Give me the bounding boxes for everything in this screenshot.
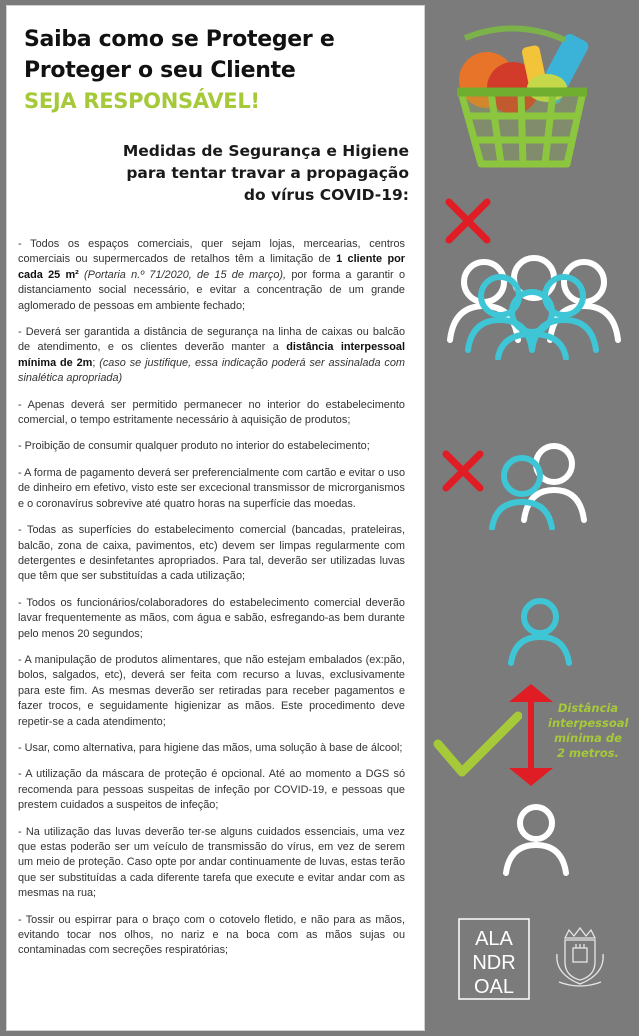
measure-distance: - Deverá ser garantida a distância de segurança na linha de caixas ou balcão de atendimento, e os clientes deverão manter a distância interpessoal mínima de 2m; (caso se justifique, essa indicação poderá ser assinalada com sinalética apropriada) xyxy=(18,326,405,385)
measures-list xyxy=(18,237,405,970)
measure-capacity: - Todos os espaços comerciais, quer sejam lojas, mercearias, centros comerciais ou supermercados de retalhos têm a limitação de 1 cliente por cada 25 m² (Portaria n.º 71/2020, de 15 de março), por forma a garantir o distanciamento social necessário, e evitar a concentração de um grande aglomerado de pessoas em ambiente fechado; xyxy=(18,238,406,312)
prohibited-x-icon-2 xyxy=(440,448,486,494)
measure-handwashing: - Todos os funcionários/colaboradores do estabelecimento comercial deverão lavar frequentemente as mãos, com água e sabão, esfregando-as bem durante pelo menos 20 segundos; xyxy=(18,596,405,640)
person-icon-cyan xyxy=(505,597,575,667)
logo-line-1: ALA xyxy=(475,928,513,950)
measure-alcohol: - Usar, como alternativa, para higiene das mãos, uma solução à base de álcool; xyxy=(18,741,403,754)
distance-label-line-3: mínima de xyxy=(554,731,622,745)
measure-payment: - A forma de pagamento deverá ser preferencialmente com cartão e evitar o uso de dinheiro em efetivo, visto este ser excecional transmissor de microrganismos e o coronavírus sobrevive até quatro horas na superfície das moedas. xyxy=(18,466,405,510)
tagline: SEJA RESPONSÁVEL! xyxy=(24,89,260,113)
title-line-2: Proteger o seu Cliente xyxy=(24,58,296,83)
distance-label-line-4: 2 metros. xyxy=(556,746,620,760)
subtitle-line-1: Medidas de Segurança e Higiene xyxy=(122,142,409,160)
two-people-icon xyxy=(486,440,596,530)
measure-gloves: - Na utilização das luvas deverão ter-se alguns cuidados essenciais, uma vez que estas poderão ser um veículo de transmissão do vírus, em vez de serem um meio de proteção. Caso opte por andar continuamente de luvas, estas terão que ser substituídas a cada diferente tarefa que execute e evitar andar com as mesmas na rua; xyxy=(18,825,405,900)
checkmark-icon xyxy=(432,710,522,780)
distance-label xyxy=(548,701,628,761)
measure-time: - Apenas deverá ser permitido permanecer no interior do estabelecimento comercial, o tempo estritamente necessário à aquisição de produtos; xyxy=(18,398,405,427)
measure-no-consumption: - Proibição de consumir qualquer produto no interior do estabelecimento; xyxy=(18,440,370,453)
page-title xyxy=(24,24,334,117)
measure-cough: - Tossir ou espirrar para o braço com o cotovelo fletido, e não para as mãos, evitando tocar nos olhos, no nariz e na boca com as mãos sujas ou contaminadas com secreções respiratórias; xyxy=(18,913,405,957)
shopping-basket-icon xyxy=(455,18,615,168)
subtitle-line-2: para tentar travar a propagação xyxy=(126,164,409,182)
person-icon-white xyxy=(500,803,572,877)
title-line-1: Saiba como se Proteger e xyxy=(24,27,335,52)
distance-label-line-2: interpessoal xyxy=(548,716,629,730)
coat-of-arms-icon xyxy=(551,924,609,988)
distance-label-line-1: Distância xyxy=(557,701,619,715)
subtitle-line-3: do vírus COVID-19: xyxy=(243,186,409,204)
measure-food-handling: - A manipulação de produtos alimentares, que não estejam embalados (ex:pão, bolos, salgados, etc), deverá ser feita com recurso a luvas, exclusivamente para este fim. As mesmas deverão ser retiradas para receber pagamentos e fazer trocos, e seguidamente higienizar as mãos. Este procedimento deve repetir-se a cada atendimento; xyxy=(18,653,405,728)
crowd-icon xyxy=(440,250,630,360)
logo-line-2: NDR xyxy=(472,952,516,974)
alandroal-logo xyxy=(457,917,531,1001)
prohibited-x-icon xyxy=(443,196,493,246)
measure-mask: - A utilização da máscara de proteção é opcional. Até ao momento a DGS só recomenda para pessoas suspeitas de infeção por COVID-19, e pessoas que prestem cuidados a suspeitos de infeção; xyxy=(18,768,405,812)
subtitle xyxy=(123,140,409,206)
measure-cleaning: - Todas as superfícies do estabelecimento comercial (bancadas, prateleiras, balcão, zona de caixa, pavimentos, etc) devem ser limpas regularmente com detergentes e desinfetantes apropriados. Para tal, deverão ser utilizadas luvas que têm que ser substituídas a cada utilização; xyxy=(18,524,405,583)
logo-line-3: OAL xyxy=(473,976,515,998)
